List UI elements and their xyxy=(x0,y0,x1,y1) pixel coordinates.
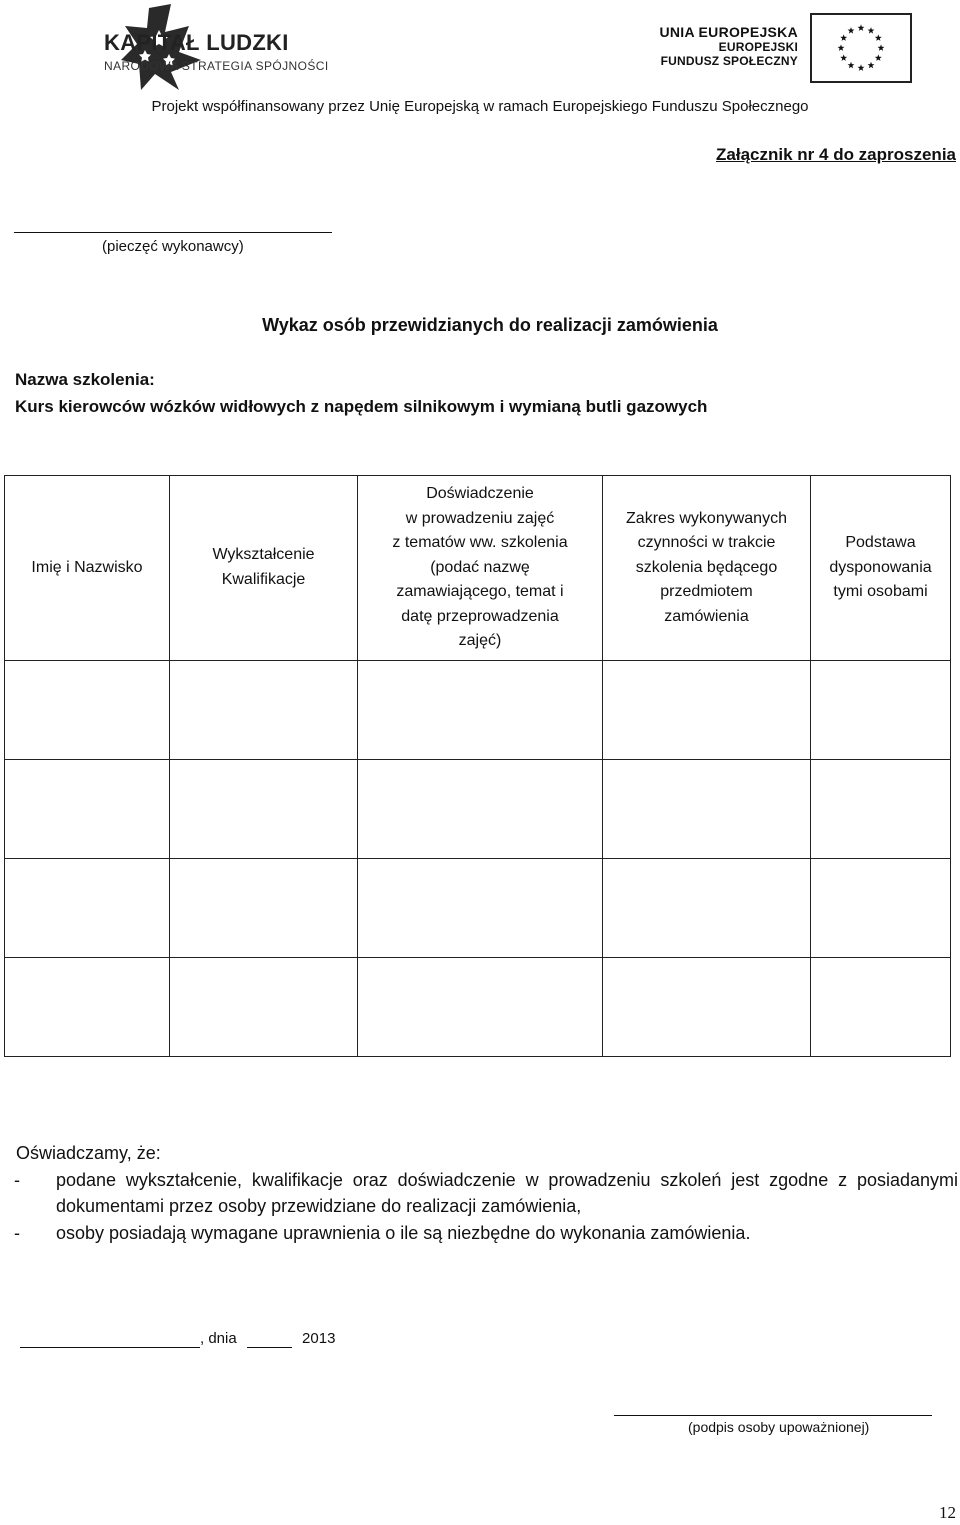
page-number: 12 xyxy=(939,1503,956,1522)
eu-label-line1: UNIA EUROPEJSKA xyxy=(659,24,798,40)
kapital-ludzki-title: KAPITAŁ LUDZKI xyxy=(104,30,289,55)
header-basis: Podstawa dysponowania tymi osobami xyxy=(811,476,951,661)
date-label: , dnia xyxy=(200,1330,237,1347)
signature-label: (podpis osoby upoważnionej) xyxy=(688,1419,870,1435)
table-cell[interactable] xyxy=(811,661,951,760)
statement-bullet xyxy=(16,1167,958,1220)
table-row xyxy=(5,661,951,760)
statement-bullet xyxy=(16,1220,958,1247)
signature-line xyxy=(614,1415,932,1416)
table-cell[interactable] xyxy=(603,958,811,1057)
header-education: Wykształcenie Kwalifikacje xyxy=(170,476,358,661)
bullet-dash: - xyxy=(14,1169,20,1190)
training-name-label: Nazwa szkolenia: xyxy=(15,370,155,389)
stamp-signature-line xyxy=(14,232,332,233)
table-cell[interactable] xyxy=(358,661,603,760)
statement-bullet-text: osoby posiadają wymagane uprawnienia o ile są niezbędne do wykonania zamówienia. xyxy=(56,1222,751,1243)
table-cell[interactable] xyxy=(358,859,603,958)
table-cell[interactable] xyxy=(170,661,358,760)
statement-bullet-text: podane wykształcenie, kwalifikacje oraz doświadczenie w prowadzeniu szkoleń jest zgodne z posiadanymi dokumentami przez osoby przewidziane do realizacji zamówienia, xyxy=(56,1169,958,1216)
eu-label-line3: FUNDUSZ SPOŁECZNY xyxy=(660,54,798,68)
table-row xyxy=(5,958,951,1057)
table-row xyxy=(5,859,951,958)
table-cell[interactable] xyxy=(358,760,603,859)
year-label: 2013 xyxy=(302,1330,336,1347)
table-cell[interactable] xyxy=(603,661,811,760)
table-cell[interactable] xyxy=(811,958,951,1057)
table-row xyxy=(5,760,951,859)
header-experience: Doświadczenie w prowadzeniu zajęć z tematów ww. szkolenia (podać nazwę zamawiającego, temat i datę przeprowadzenia zajęć) xyxy=(358,476,603,661)
table-cell[interactable] xyxy=(170,958,358,1057)
attachment-label: Załącznik nr 4 do zaproszenia xyxy=(716,145,956,164)
table-cell[interactable] xyxy=(5,958,170,1057)
table-cell[interactable] xyxy=(603,859,811,958)
document-title: Wykaz osób przewidzianych do realizacji zamówienia xyxy=(262,315,718,335)
eu-flag-icon xyxy=(810,13,912,83)
table-cell[interactable] xyxy=(811,760,951,859)
table-cell[interactable] xyxy=(603,760,811,859)
day-blank[interactable] xyxy=(247,1330,292,1348)
bullet-dash: - xyxy=(14,1222,20,1243)
table-cell[interactable] xyxy=(5,661,170,760)
training-name: Kurs kierowców wózków widłowych z napędem silnikowym i wymianą butli gazowych xyxy=(15,397,708,416)
stamp-label: (pieczęć wykonawcy) xyxy=(102,238,244,255)
eu-label-line2: EUROPEJSKI xyxy=(718,40,798,54)
persons-table xyxy=(4,475,951,1057)
table-cell[interactable] xyxy=(170,760,358,859)
statement-section xyxy=(16,1140,958,1246)
kapital-ludzki-subtitle: NARODOWA STRATEGIA SPÓJNOŚCI xyxy=(104,59,329,73)
header-scope: Zakres wykonywanych czynności w trakcie szkolenia będącego przedmiotem zamówienia xyxy=(603,476,811,661)
table-cell[interactable] xyxy=(170,859,358,958)
table-cell[interactable] xyxy=(811,859,951,958)
table-cell[interactable] xyxy=(358,958,603,1057)
statement-intro: Oświadczamy, że: xyxy=(16,1143,161,1163)
eu-label xyxy=(659,24,798,68)
place-blank[interactable] xyxy=(20,1330,200,1348)
date-place-line xyxy=(20,1330,335,1348)
table-cell[interactable] xyxy=(5,760,170,859)
table-header-row xyxy=(5,476,951,661)
header-name: Imię i Nazwisko xyxy=(5,476,170,661)
project-cofinancing-line: Projekt współfinansowany przez Unię Europejską w ramach Europejskiego Funduszu Społecznego xyxy=(151,98,809,115)
table-cell[interactable] xyxy=(5,859,170,958)
